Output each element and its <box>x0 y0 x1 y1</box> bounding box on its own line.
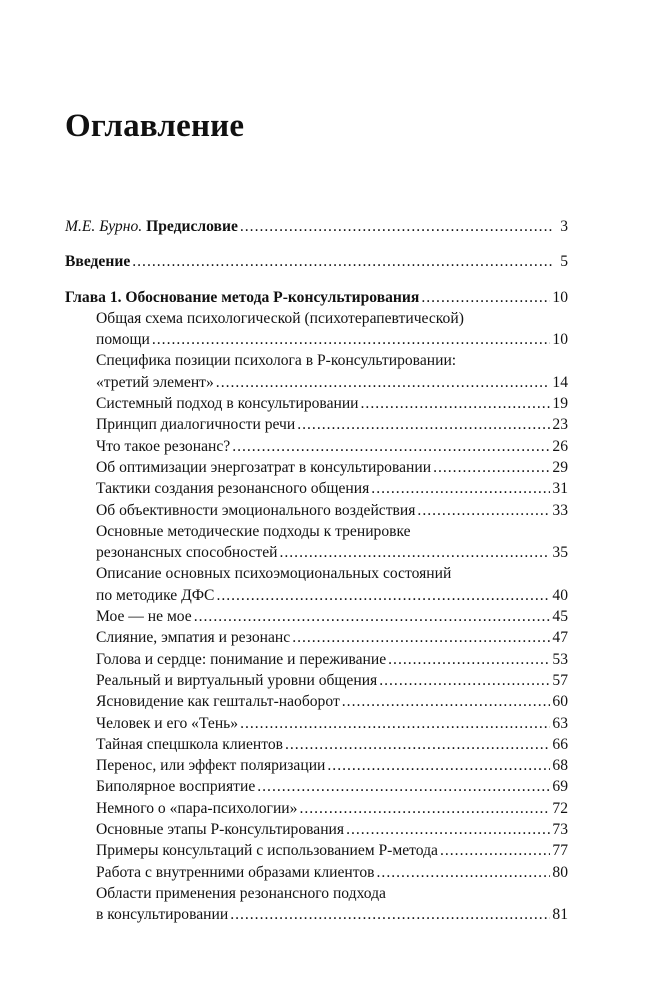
dot-leader <box>132 251 552 272</box>
page-number: 10 <box>552 331 568 349</box>
page-number: 33 <box>552 501 568 519</box>
toc-entry-label: Немного о «пара-психологии» <box>96 799 298 817</box>
toc-entry-label: Человек и его «Тень» <box>96 714 239 732</box>
preface-label: Предисловие <box>146 218 238 235</box>
toc-entry[interactable] <box>65 840 568 861</box>
toc-entry[interactable] <box>65 457 568 478</box>
toc-entry[interactable] <box>65 670 568 691</box>
page-number: 40 <box>552 586 568 604</box>
page-number: 23 <box>552 416 568 434</box>
page-number: 3 <box>560 218 568 235</box>
page-number: 19 <box>552 395 568 413</box>
page-number: 63 <box>552 714 568 732</box>
toc-entry-label: по методике ДФС <box>96 586 215 604</box>
toc-entry-label: Что такое резонанс? <box>96 437 231 455</box>
dot-leader <box>152 329 551 350</box>
toc-entry[interactable] <box>65 500 568 521</box>
toc-entry[interactable] <box>65 478 568 499</box>
toc-entry-intro[interactable] <box>65 251 568 272</box>
toc-entry[interactable] <box>65 755 568 776</box>
toc-entry-preface[interactable] <box>65 216 568 237</box>
toc-entry-line1: Основные методические подходы к тренировке <box>96 522 411 540</box>
dot-leader <box>232 436 550 457</box>
dot-leader <box>257 776 550 797</box>
page-number: 60 <box>552 693 568 711</box>
page-number: 68 <box>552 757 568 775</box>
page-number: 29 <box>552 458 568 476</box>
page-number: 31 <box>552 480 568 498</box>
toc-entry[interactable] <box>65 372 568 393</box>
dot-leader <box>240 216 552 237</box>
table-of-contents <box>65 216 568 926</box>
toc-entry-line1: Общая схема психологической (психотерапевтической) <box>96 309 464 327</box>
chapter-label: Глава 1. Обоснование метода Р-консультирования <box>65 288 420 306</box>
toc-entry-label: Принцип диалогичности речи <box>96 416 296 434</box>
page-number: 26 <box>552 437 568 455</box>
page-number: 77 <box>552 842 568 860</box>
dot-leader <box>279 542 550 563</box>
dot-leader <box>346 819 550 840</box>
toc-entry-label: Работа с внутренними образами клиентов <box>96 863 375 881</box>
toc-entry-line1: Описание основных психоэмоциональных состояний <box>96 565 452 583</box>
page-number: 66 <box>552 735 568 753</box>
toc-entry[interactable] <box>65 819 568 840</box>
dot-leader <box>216 372 551 393</box>
dot-leader <box>292 627 550 648</box>
page-number: 80 <box>552 863 568 881</box>
toc-entry[interactable] <box>65 393 568 414</box>
dot-leader <box>342 691 551 712</box>
chapter-1-sections <box>65 308 568 926</box>
dot-leader <box>417 500 550 521</box>
page-number: 5 <box>560 253 568 271</box>
dot-leader <box>388 649 550 670</box>
toc-entry-label: «третий элемент» <box>96 373 214 391</box>
toc-entry-label: Тайная спецшкола клиентов <box>96 735 283 753</box>
toc-entry-label: резонансных способностей <box>96 544 278 562</box>
toc-entry-label: в консультировании <box>96 906 229 924</box>
toc-entry[interactable] <box>65 649 568 670</box>
toc-entry[interactable] <box>65 542 568 563</box>
toc-entry[interactable] <box>65 713 568 734</box>
toc-entry[interactable] <box>65 329 568 350</box>
toc-entry-label: Основные этапы Р-консультирования <box>96 821 345 839</box>
toc-entry-label: помощи <box>96 331 150 349</box>
toc-entry-label: Голова и сердце: понимание и переживание <box>96 650 387 668</box>
toc-entry-chapter-1[interactable] <box>65 287 568 308</box>
page-number: 35 <box>552 544 568 562</box>
toc-entry-label: Перенос, или эффект поляризации <box>96 757 326 775</box>
dot-leader <box>433 457 550 478</box>
toc-entry-label: Примеры консультаций с использованием Р-метода <box>96 842 438 860</box>
page-number: 47 <box>552 629 568 647</box>
dot-leader <box>297 414 550 435</box>
intro-label: Введение <box>65 253 131 271</box>
toc-entry-label: Биполярное восприятие <box>96 778 256 796</box>
toc-entry-line1: Области применения резонансного подхода <box>96 884 386 902</box>
toc-entry-label: Реальный и виртуальный уровни общения <box>96 671 378 689</box>
dot-leader <box>361 393 551 414</box>
dot-leader <box>421 287 550 308</box>
toc-entry-label: Слияние, эмпатия и резонанс <box>96 629 291 647</box>
dot-leader <box>440 840 550 861</box>
page-number: 73 <box>552 821 568 839</box>
dot-leader <box>216 585 550 606</box>
toc-entry-label: Мое — не мое <box>96 608 192 626</box>
page-number: 10 <box>552 288 568 306</box>
toc-entry-label: Об объективности эмоционального воздействия <box>96 501 416 519</box>
dot-leader <box>285 734 550 755</box>
dot-leader <box>240 713 550 734</box>
dot-leader <box>194 606 551 627</box>
dot-leader <box>230 904 550 925</box>
page-number: 57 <box>552 671 568 689</box>
dot-leader <box>327 755 550 776</box>
dot-leader <box>379 670 550 691</box>
page-number: 14 <box>552 373 568 391</box>
dot-leader <box>377 862 551 883</box>
toc-entry-label: Об оптимизации энергозатрат в консультировании <box>96 458 432 476</box>
page-title: Оглавление <box>65 108 245 144</box>
toc-entry[interactable] <box>65 691 568 712</box>
page-number: 72 <box>552 799 568 817</box>
toc-entry[interactable] <box>65 627 568 648</box>
toc-entry-line1: Специфика позиции психолога в Р-консультировании: <box>96 352 457 370</box>
dot-leader <box>299 798 550 819</box>
page-number: 45 <box>552 608 568 626</box>
dot-leader <box>371 478 550 499</box>
toc-entry-label: Тактики создания резонансного общения <box>96 480 370 498</box>
toc-entry[interactable] <box>65 734 568 755</box>
toc-entry[interactable] <box>65 798 568 819</box>
toc-entry[interactable] <box>65 606 568 627</box>
page-number: 69 <box>552 778 568 796</box>
toc-entry[interactable] <box>65 776 568 797</box>
toc-entry-label: Системный подход в консультировании <box>96 395 359 413</box>
toc-entry[interactable] <box>65 585 568 606</box>
toc-entry[interactable] <box>65 862 568 883</box>
toc-entry[interactable] <box>65 436 568 457</box>
toc-entry[interactable] <box>65 414 568 435</box>
page-number: 53 <box>552 650 568 668</box>
page-number: 81 <box>552 906 568 924</box>
toc-entry-label: Ясновидение как гештальт-наоборот <box>96 693 340 711</box>
preface-author: М.Е. Бурно. <box>65 218 143 235</box>
toc-entry[interactable] <box>65 904 568 925</box>
